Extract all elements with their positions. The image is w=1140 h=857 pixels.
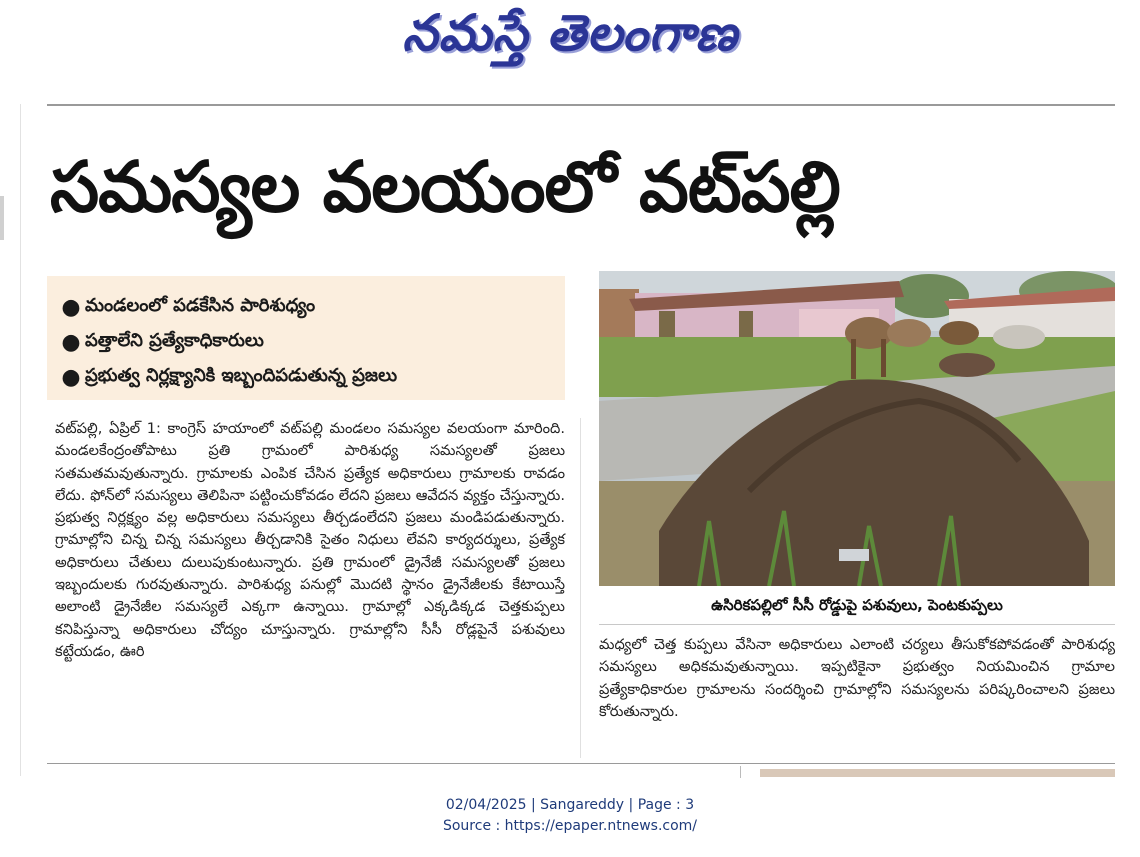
article-headline: సమస్యల వలయంలో వట్‌పల్లి — [50, 146, 840, 228]
body-paragraph: మధ్యలో చెత్త కుప్పలు వేసినా అధికారులు ఎలాంటి చర్యలు తీసుకోకపోవడంతో పారిశుధ్య సమస్యలు అధికమవుతున్నాయి. ఇప్పటికైనా ప్రభుత్వం నియమించిన గ్రామాల ప్రత్యేకాధికారుల గ్రామాలను సందర్శించి గ్రామాల్లోని సమస్యలను పరిష్కరించాలని ప్రజలు కోరుతున్నారు. — [599, 636, 1115, 720]
highlight-text: ప్రభుత్వ నిర్లక్ష్యానికి ఇబ్బందిపడుతున్న ప్రజలు — [85, 365, 398, 386]
page-footer — [0, 795, 1140, 837]
photo-caption: ఉసిరికపల్లిలో సీసీ రోడ్డుపై పశువులు, పెంటకుప్పలు — [711, 596, 1003, 614]
highlight-item — [57, 290, 565, 325]
left-margin-line — [20, 104, 21, 776]
bullet-dot-icon: ● — [61, 365, 81, 390]
body-paragraph: వట్‌పల్లి, ఏప్రిల్ 1: కాంగ్రెస్ హయాంలో వట్‌పల్లి మండలం సమస్యల వలయంగా మారింది. మండలకేంద్రంతోపాటు ప్రతి గ్రామంలో పారిశుధ్య సమస్యలతో ప్రజలు సతమతమవుతున్నారు. గ్రామాలకు ఎంపిక చేసిన ప్రత్యేక అధికారులు గ్రామాలకు రావడం లేదు. ఫోన్‌లో సమస్యలు తెలిపినా పట్టించుకోవడం లేదని ప్రజలు ఆవేదన వ్యక్తం చేస్తున్నారు. ప్రభుత్వ నిర్లక్ష్యం వల్ల అధికారులు సమస్యలు తీర్చడంలేదని ప్రజలు మండిపడుతున్నారు. గ్రామాల్లోని చిన్న చిన్న సమస్యలు తీర్చడానికి సైతం నిధులు లేవని కార్యదర్శులు, ప్రత్యేక అధికారులు చేతులు దులుపుకుంటున్నారు. ప్రతి గ్రామంలో డ్రైనేజీ సమస్యలతో ప్రజలు ఇబ్బందులకు గురవుతున్నారు. పారిశుధ్య పనుల్లో మొదటి స్థానం డ్రైనేజీలకు కేటాయిస్తే అలాంటి డ్రైనేజీల సమస్యలే ఎక్కగా ఉన్నాయి. గ్రామాల్లో ఎక్కడిక్కడ చెత్తకుప్పలు కనిపిస్తున్నా అధికారులు చోద్యం చూస్తున్నారు. గ్రామాల్లోని సీసీ రోడ్లపైనే పశువులు కట్టేయడం, ఊరి — [55, 420, 565, 660]
bottom-rule — [47, 763, 1115, 764]
highlights-box — [47, 276, 565, 400]
highlight-text: పత్తాలేని ప్రత్యేకాధికారులు — [85, 330, 264, 351]
highlight-item — [57, 325, 565, 360]
bullet-dot-icon: ● — [61, 330, 81, 355]
article-photo — [599, 271, 1115, 586]
bullet-dot-icon: ● — [61, 295, 81, 320]
footer-edition-info: 02/04/2025 | Sangareddy | Page : 3 — [445, 797, 695, 813]
left-margin-mark — [0, 196, 4, 240]
footer-source-link[interactable]: Source : https://epaper.ntnews.com/ — [442, 818, 698, 834]
column-divider — [580, 418, 581, 758]
caption-rule — [599, 624, 1115, 625]
next-article-thumbnail — [760, 769, 1115, 777]
highlight-item — [57, 360, 565, 395]
highlight-text: మండలంలో పడకేసిన పారిశుధ్యం — [85, 295, 316, 316]
top-rule — [47, 104, 1115, 106]
photo-illustration — [599, 271, 1115, 586]
article-body-left — [55, 418, 565, 663]
bottom-tick — [740, 766, 741, 778]
masthead-logo: నమస్తే తెలంగాణ — [402, 4, 738, 62]
article-body-right — [599, 634, 1115, 723]
